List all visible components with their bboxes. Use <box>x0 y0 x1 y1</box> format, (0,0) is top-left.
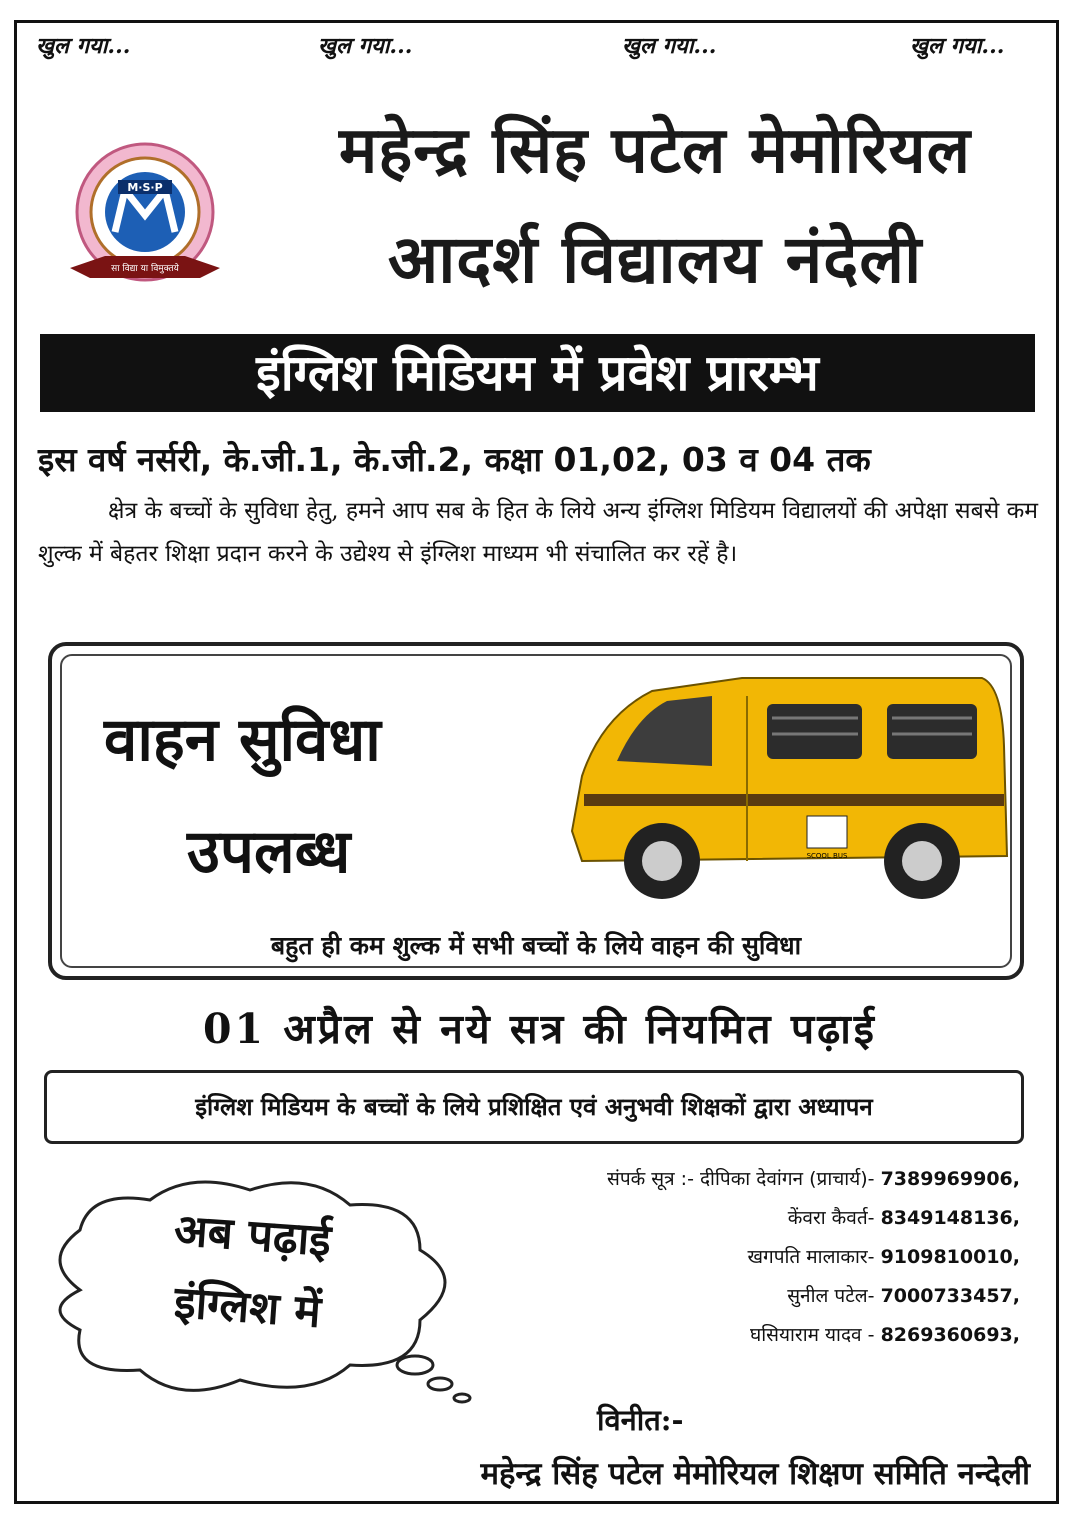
transport-subtitle: उपलब्ध <box>187 817 351 887</box>
session-start-line: 01 अप्रैल से नये सत्र की नियमित पढ़ाई <box>203 1005 877 1053</box>
logo-ribbon-text: सा विद्या या विमुक्तये <box>111 264 179 274</box>
contact-phone[interactable]: 7389969906, <box>880 1168 1020 1190</box>
contact-phone[interactable]: 9109810010, <box>880 1246 1020 1268</box>
contact-row: खगपति मालाकार- 9109810010, <box>747 1246 1020 1268</box>
school-name-line1: महेन्द्र सिंह पटेल मेमोरियल <box>338 113 972 188</box>
cloud-text <box>95 1190 404 1355</box>
opened-banner-4: खुल गया... <box>910 33 1005 59</box>
description-paragraph <box>38 490 1038 576</box>
classes-line: इस वर्ष नर्सरी, के.जी.1, के.जी.2, कक्षा 01,02, 03 व 04 तक <box>38 440 871 479</box>
contact-row: घसियाराम यादव - 8269360693, <box>750 1324 1020 1346</box>
logo-initials: M·S·P <box>127 181 163 194</box>
teaching-box: इंग्लिश मिडियम के बच्चों के लिये प्रशिक्षित एवं अनुभवी शिक्षकों द्वारा अध्यापन <box>44 1070 1024 1144</box>
description-text: क्षेत्र के बच्चों के सुविधा हेतु, हमने आप सब के हित के लिये अन्य इंग्लिश मिडियम विद्यालयों की अपेक्षा सबसे कम शुल्क में बेहतर शिक्षा प्रदान करने के उद्येश्य से इंग्लिश माध्यम भी संचालित कर रहें है। <box>38 498 1038 567</box>
contact-list <box>420 1160 1020 1355</box>
school-van-image <box>542 656 1012 916</box>
admission-banner: इंग्लिश मिडियम में प्रवेश प्रारम्भ <box>40 334 1035 412</box>
contact-row: सुनील पटेल- 7000733457, <box>787 1285 1020 1307</box>
opened-banner-1: खुल गया... <box>36 33 131 59</box>
school-logo <box>60 140 230 300</box>
school-name-line2: आदर्श विद्यालय नंदेली <box>387 220 923 298</box>
contact-row: संपर्क सूत्र :- दीपिका देवांगन (प्राचार्य)- 7389969906, <box>607 1168 1020 1190</box>
transport-section <box>48 642 1024 980</box>
transport-title: वाहन सुविधा <box>104 705 381 775</box>
contact-phone[interactable]: 8349148136, <box>880 1207 1020 1229</box>
contact-row: केंवरा कैवर्त- 8349148136, <box>787 1207 1020 1229</box>
contact-phone[interactable]: 8269360693, <box>880 1324 1020 1346</box>
transport-note: बहुत ही कम शुल्क में सभी बच्चों के लिये वाहन की सुविधा <box>270 931 802 960</box>
opened-banner-3: खुल गया... <box>622 33 717 59</box>
vinit-label: विनीत:- <box>597 1403 684 1437</box>
organization-name: महेन्द्र सिंह पटेल मेमोरियल शिक्षण समिति नन्देली <box>480 1456 1030 1492</box>
van-sign-text: SCOOL BUS <box>806 852 848 860</box>
cloud-text-line2: इंग्लिश में <box>172 1276 323 1338</box>
contact-phone[interactable]: 7000733457, <box>880 1285 1020 1307</box>
opened-banner-2: खुल गया... <box>318 33 413 59</box>
cloud-text-line1: अब पढ़ाई <box>172 1204 333 1267</box>
